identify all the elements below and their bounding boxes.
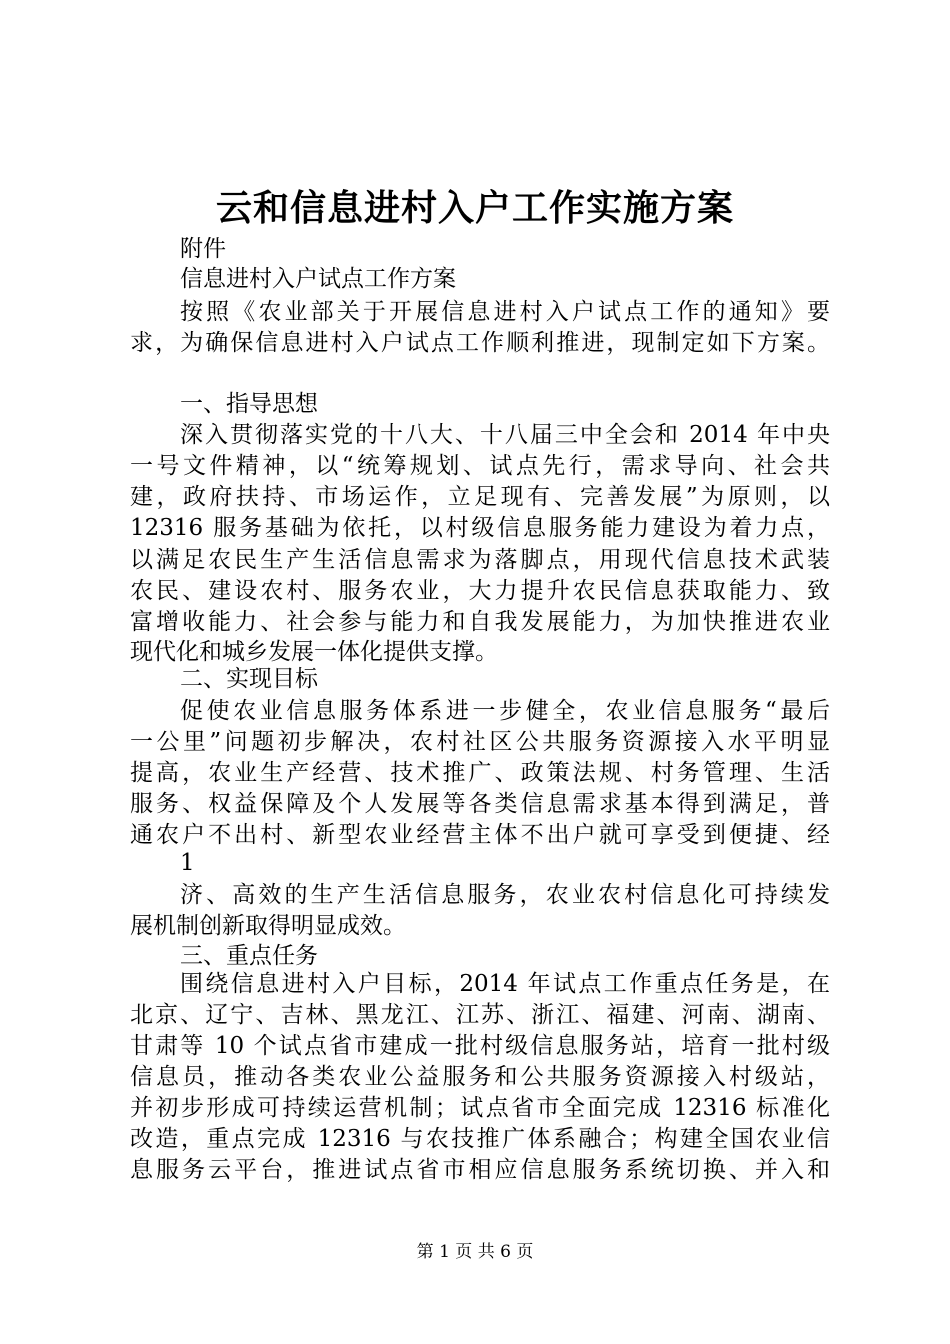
paragraph-line: 促使农业信息服务体系进一步健全，农业信息服务“最后 <box>180 698 830 724</box>
paragraph-line: 改造，重点完成 12316 与农技推广体系融合；构建全国农业信 <box>130 1126 830 1152</box>
paragraph-line: 以满足农民生产生活信息需求为落脚点，用现代信息技术武装 <box>130 547 830 573</box>
paragraph-line: 围绕信息进村入户目标，2014 年试点工作重点任务是，在 <box>180 971 830 997</box>
paragraph-line: 农民、建设农村、服务农业，大力提升农民信息获取能力、致 <box>130 578 830 604</box>
paragraph-line: 信息进村入户试点工作方案 <box>180 266 456 292</box>
paragraph-line: 二、实现目标 <box>180 666 318 692</box>
paragraph-line: 服务、权益保障及个人发展等各类信息需求基本得到满足，普 <box>130 791 830 817</box>
paragraph-line: 北京、辽宁、吉林、黑龙江、江苏、浙江、福建、河南、湖南、 <box>130 1002 830 1028</box>
paragraph-line: 一号文件精神，以“统筹规划、试点先行，需求导向、社会共 <box>130 453 830 479</box>
paragraph-line: 展机制创新取得明显成效。 <box>130 913 406 939</box>
document-title: 云和信息进村入户工作实施方案 <box>215 187 734 229</box>
paragraph-line: 一公里”问题初步解决，农村社区公共服务资源接入水平明显 <box>130 729 830 755</box>
paragraph-line: 按照《农业部关于开展信息进村入户试点工作的通知》要 <box>180 299 830 325</box>
paragraph-line: 附件 <box>180 236 226 262</box>
page-footer: 第 1 页 共 6 页 <box>416 1242 534 1262</box>
paragraph-line: 12316 服务基础为依托，以村级信息服务能力建设为着力点， <box>130 515 830 541</box>
paragraph-line: 甘肃等 10 个试点省市建成一批村级信息服务站，培育一批村级 <box>130 1033 830 1059</box>
paragraph-line: 提高，农业生产经营、技术推广、政策法规、村务管理、生活 <box>130 760 830 786</box>
paragraph-line: 一、指导思想 <box>180 391 318 417</box>
paragraph-line: 富增收能力、社会参与能力和自我发展能力，为加快推进农业 <box>130 609 830 635</box>
paragraph-line: 通农户不出村、新型农业经营主体不出户就可享受到便捷、经 <box>130 822 830 848</box>
paragraph-line: 并初步形成可持续运营机制；试点省市全面完成 12316 标准化 <box>130 1095 830 1121</box>
paragraph-line: 济、高效的生产生活信息服务，农业农村信息化可持续发 <box>180 882 830 908</box>
paragraph-line: 三、重点任务 <box>180 943 318 969</box>
paragraph-line: 1 <box>180 850 195 876</box>
paragraph-line: 建，政府扶持、市场运作，立足现有、完善发展”为原则，以 <box>130 484 830 510</box>
paragraph-line: 信息员，推动各类农业公益服务和公共服务资源接入村级站， <box>130 1064 830 1090</box>
paragraph-line: 求，为确保信息进村入户试点工作顺利推进，现制定如下方案。 <box>130 330 830 356</box>
paragraph-line: 现代化和城乡发展一体化提供支撑。 <box>130 639 498 665</box>
paragraph-line: 息服务云平台，推进试点省市相应信息服务系统切换、并入和 <box>130 1157 830 1183</box>
paragraph-line: 深入贯彻落实党的十八大、十八届三中全会和 2014 年中央 <box>180 422 830 448</box>
